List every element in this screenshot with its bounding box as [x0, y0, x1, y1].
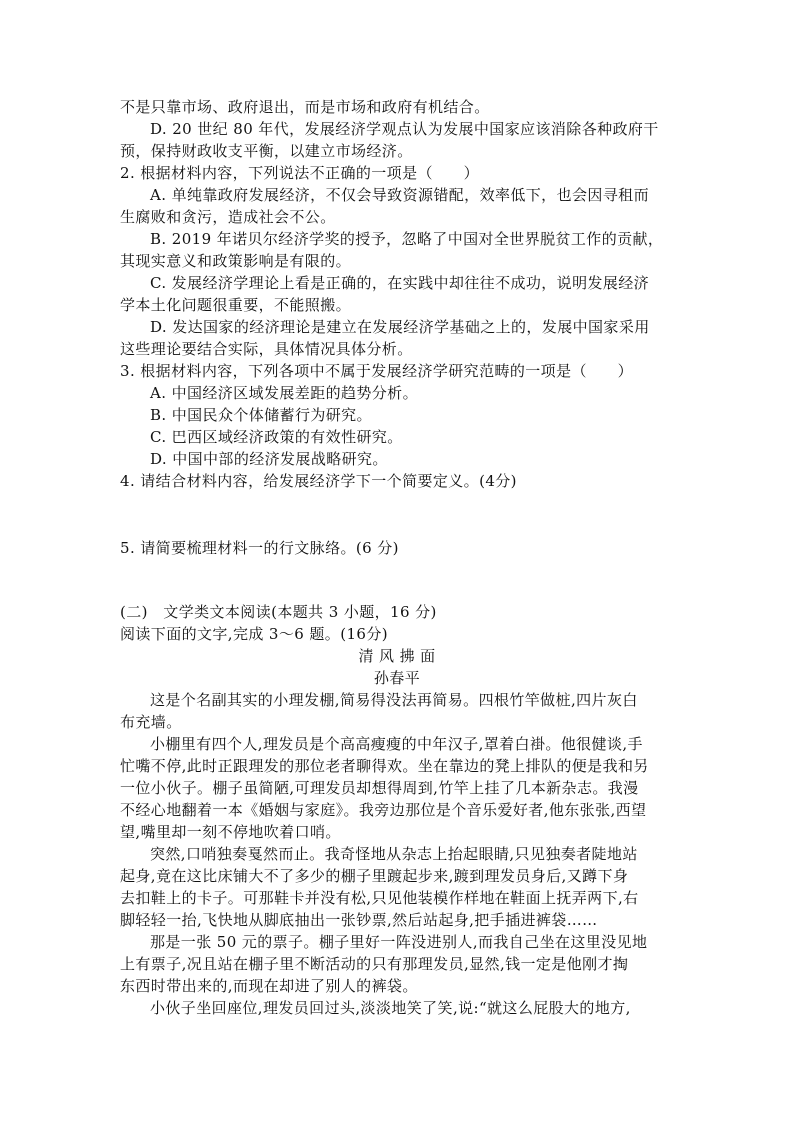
text-line: 其现实意义和政策影响是有限的。	[120, 252, 352, 270]
question-line: 4. 请结合材料内容，给发展经济学下一个简要定义。(4分)	[120, 472, 517, 490]
paragraph-line: 小伙子坐回座位,理发员回过头,淡淡地笑了笑,说:“就这么屁股大的地方,	[150, 999, 631, 1017]
section-heading: (二) 文学类文本阅读(本题共 3 小题，16 分)	[120, 603, 437, 621]
paragraph-line: 望,嘴里却一刻不停地吹着口哨。	[120, 823, 341, 841]
paragraph-line: 突然,口哨独奏戛然而止。我奇怪地从杂志上抬起眼睛,只见独奏者陡地站	[150, 845, 638, 863]
text-line: 这些理论要结合实际，具体情况具体分析。	[120, 340, 413, 358]
paragraph-line: 起身,竟在这比床铺大不了多少的棚子里踱起步来,踱到理发员身后,又蹲下身	[120, 867, 629, 885]
option-line: B. 2019 年诺贝尔经济学奖的授予，忽略了中国对全世界脱贫工作的贡献，	[150, 230, 664, 248]
paragraph-line: 东西时带出来的,而现在却进了别人的裤袋。	[120, 977, 418, 995]
text-line: 学本土化问题很重要，不能照搬。	[120, 296, 352, 314]
paragraph-line: 布充墙。	[120, 713, 182, 731]
option-line: A. 中国经济区域发展差距的趋势分析。	[150, 384, 418, 402]
paragraph-line: 上有票子,况且站在棚子里不断活动的只有那理发员,显然,钱一定是他刚才掏	[120, 955, 629, 973]
instruction-line: 阅读下面的文字,完成 3～6 题。(16分)	[120, 625, 388, 643]
question-line: 3. 根据材料内容，下列各项中不属于发展经济学研究范畴的一项是（ ）	[120, 362, 634, 380]
paragraph-line: 脚轻轻一抬,飞快地从脚底抽出一张钞票,然后站起身,把手插进裤袋……	[120, 911, 598, 929]
option-line: D. 发达国家的经济理论是建立在发展经济学基础之上的，发展中国家采用	[150, 318, 650, 336]
option-line: C. 发展经济学理论上看是正确的，在实践中却往往不成功，说明发展经济	[150, 274, 650, 292]
paragraph-line: 不经心地翻着一本《婚姻与家庭》。我旁边那位是个音乐爱好者,他东张张,西望	[120, 801, 647, 819]
question-line: 5. 请简要梳理材料一的行文脉络。(6 分)	[120, 539, 399, 557]
paragraph-line: 忙嘴不停,此时正跟理发的那位老者聊得欢。坐在靠边的凳上排队的便是我和另	[120, 757, 649, 775]
option-line: B. 中国民众个体储蓄行为研究。	[150, 406, 372, 424]
paragraph-line: 一位小伙子。棚子虽简陋,可理发员却想得周到,竹竿上挂了几本新杂志。我漫	[120, 779, 639, 797]
paragraph-line: 那是一张 50 元的票子。棚子里好一阵没进别人,而我自己坐在这里没见地	[150, 933, 648, 951]
text-line: 预，保持财政收支平衡，以建立市场经济。	[120, 142, 413, 160]
option-line: D. 中国中部的经济发展战略研究。	[150, 450, 388, 468]
story-title: 清 风 拂 面	[358, 647, 436, 665]
paragraph-line: 小棚里有四个人,理发员是个高高瘦瘦的中年汉子,罩着白褂。他很健谈,手	[150, 735, 643, 753]
option-line: D. 20 世纪 80 年代，发展经济学观点认为发展中国家应该消除各种政府干	[150, 120, 659, 138]
option-line: C. 巴西区域经济政策的有效性研究。	[150, 428, 403, 446]
text-line: 不是只靠市场、政府退出，而是市场和政府有机结合。	[120, 98, 490, 116]
option-line: A. 单纯靠政府发展经济，不仅会导致资源错配，效率低下，也会因寻租而	[150, 186, 649, 204]
story-author: 孙春平	[373, 669, 421, 687]
paragraph-line: 这是个名副其实的小理发棚,简易得没法再简易。四根竹竿做桩,四片灰白	[150, 691, 638, 709]
text-line: 生腐败和贪污，造成社会不公。	[120, 208, 336, 226]
question-line: 2. 根据材料内容，下列说法不正确的一项是（ ）	[120, 164, 480, 182]
paragraph-line: 去扣鞋上的卡子。可那鞋卡并没有松,只见他装模作样地在鞋面上抚弄两下,右	[120, 889, 639, 907]
